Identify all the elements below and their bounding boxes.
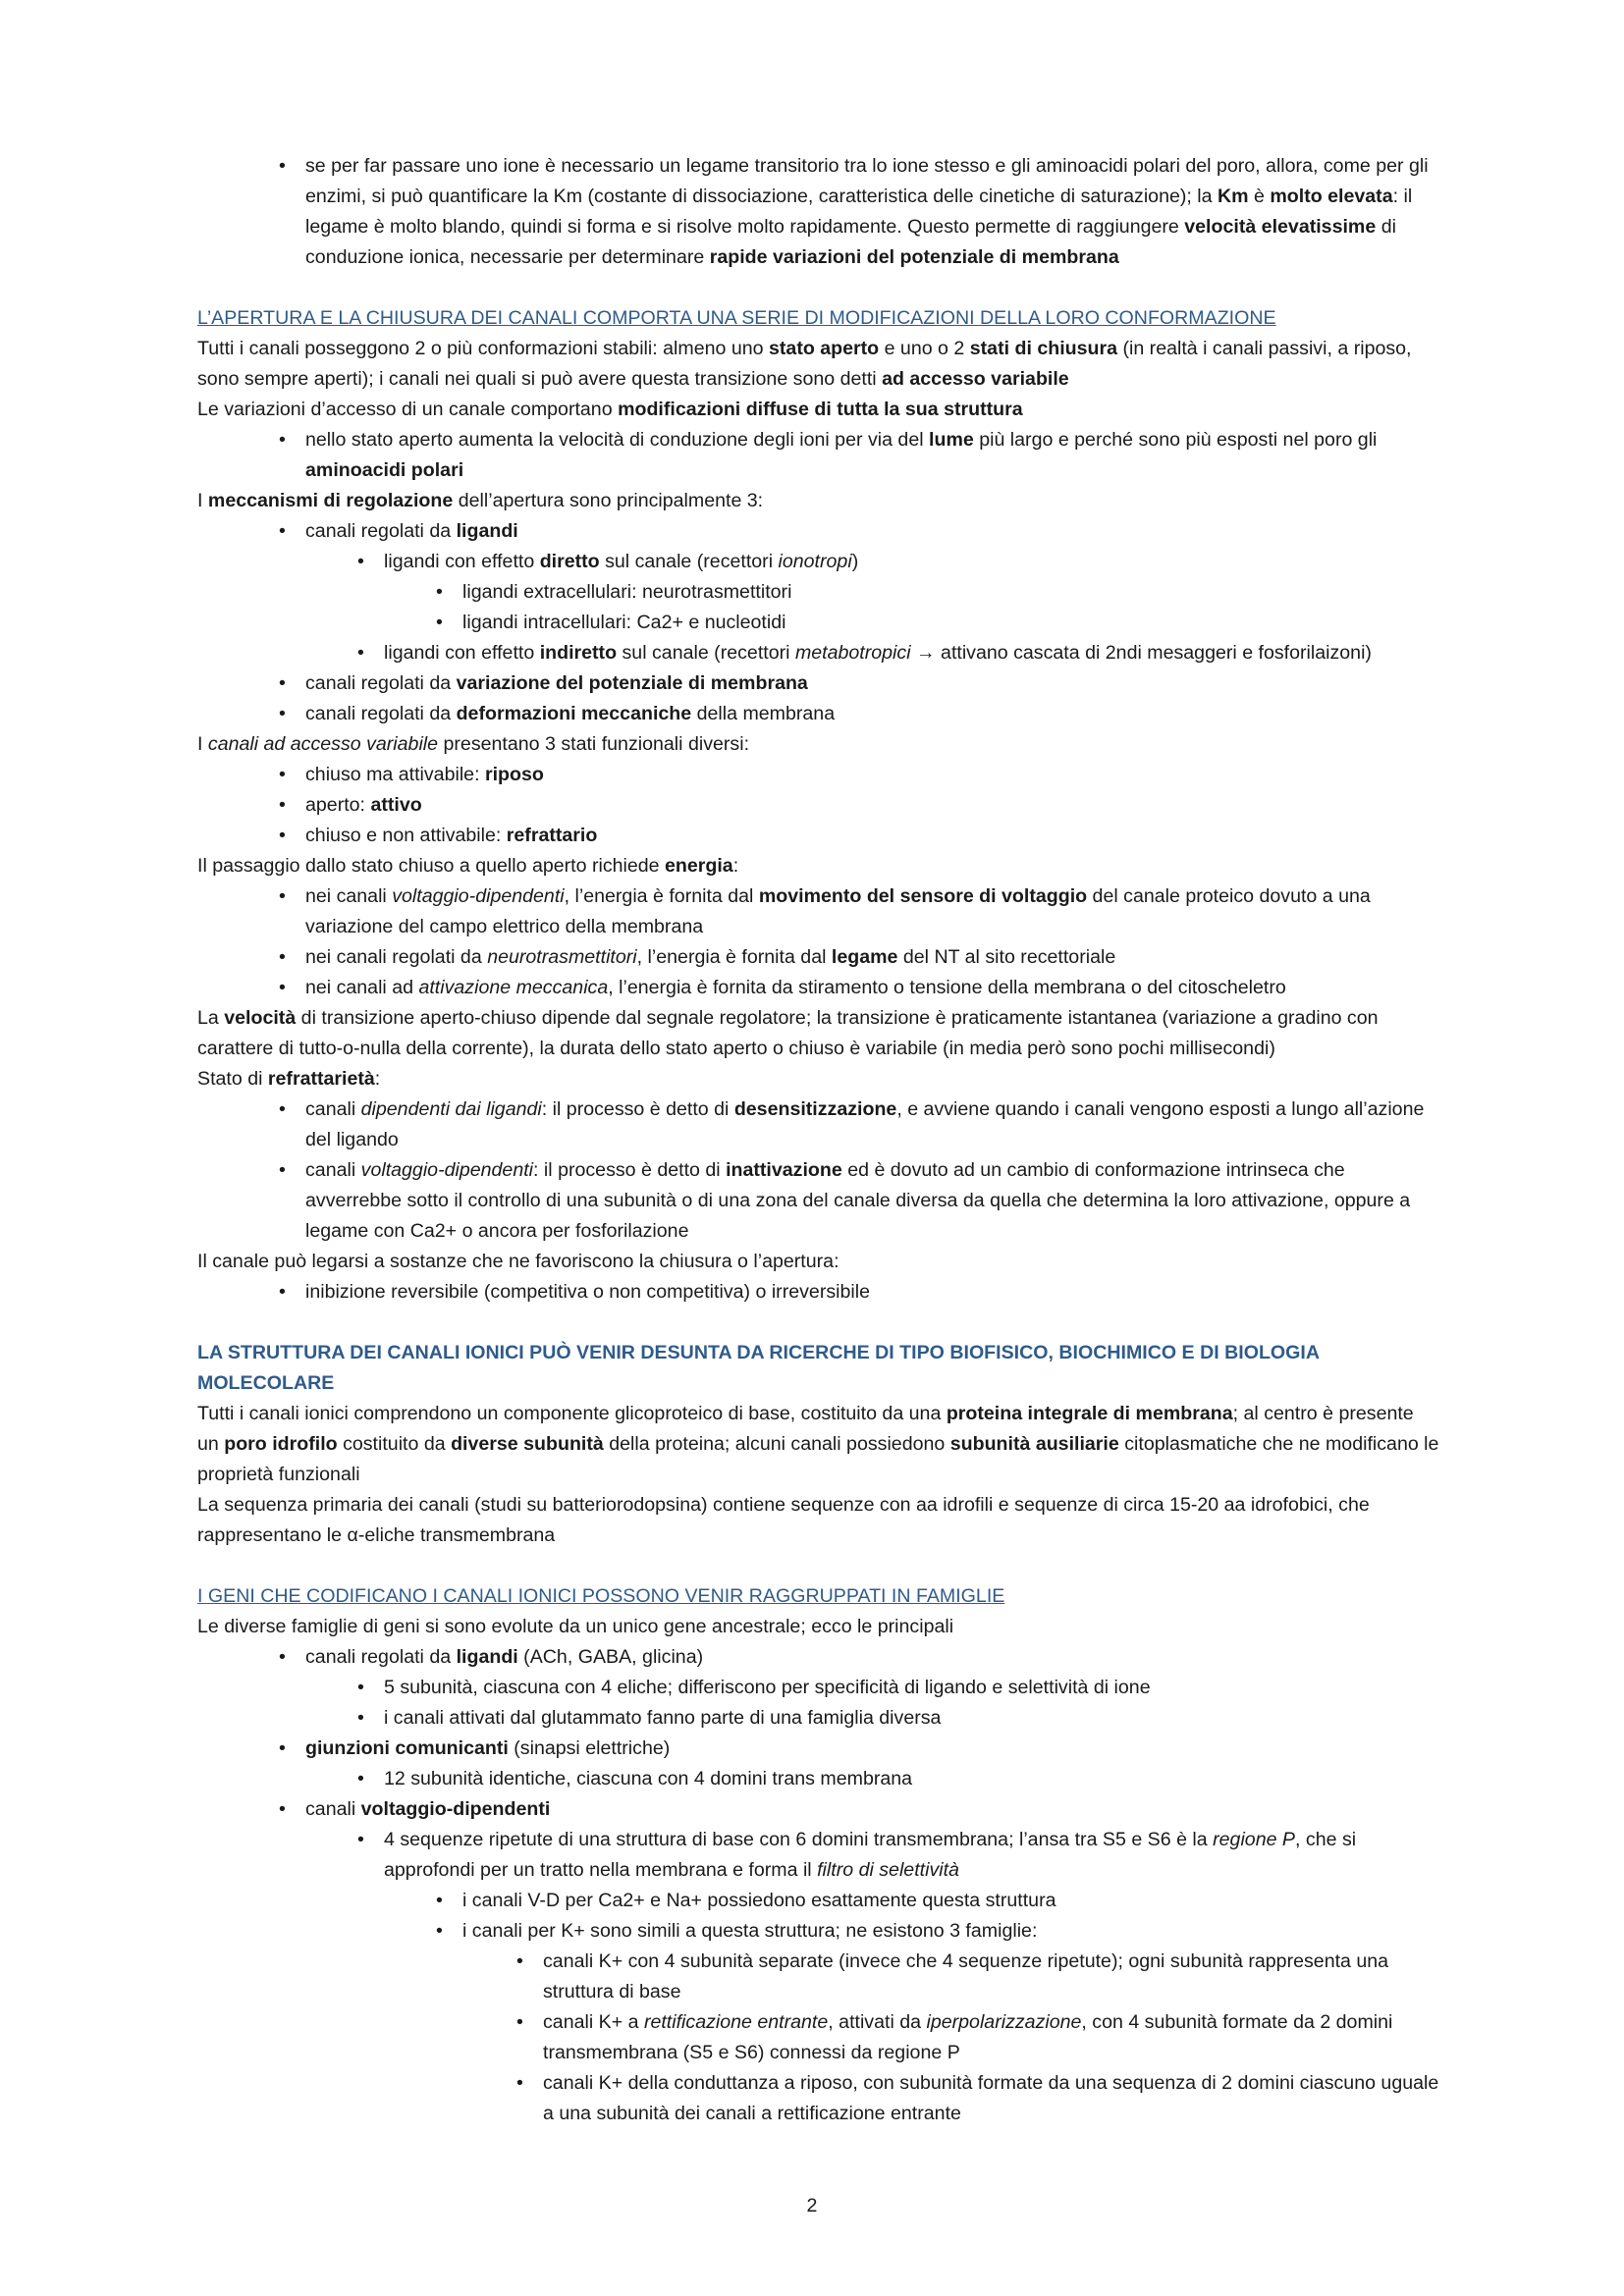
text: (ACh, GABA, glicina) — [517, 1646, 704, 1668]
bold-text: stato aperto — [769, 338, 880, 359]
bold-text: ligandi — [456, 520, 518, 542]
text: ligandi con effetto — [384, 642, 540, 664]
italic-text: iperpolarizzazione — [926, 2011, 1082, 2033]
text: , attivati da — [828, 2011, 927, 2033]
paragraph — [197, 1003, 1439, 1064]
italic-text: canali ad accesso variabile — [207, 733, 439, 755]
text: nei canali regolati da — [305, 946, 488, 968]
text: canali regolati da — [305, 703, 457, 724]
bullet-meccaniche — [197, 699, 1439, 729]
text: La — [197, 1007, 225, 1029]
bullet-energy-voltaggio — [197, 881, 1439, 942]
bold-text: ligandi — [456, 1646, 518, 1668]
italic-text: voltaggio-dipendenti — [392, 885, 565, 907]
bullet-k-riposo: • canali K+ della conduttanza a riposo, con subunità formate da una sequenza di 2 domini ciascuno uguale a una subunità dei canali a rettificazione entrante — [197, 2068, 1439, 2129]
text: Tutti i canali posseggono 2 o più conformazioni stabili: almeno uno — [197, 338, 769, 359]
text: nello stato aperto aumenta la velocità di conduzione degli ioni per via del — [305, 429, 930, 451]
text: canali — [305, 1798, 361, 1820]
bold-text: rapide variazioni del potenziale di membrana — [709, 246, 1119, 268]
bold-text: proteina integrale di membrana — [946, 1403, 1233, 1424]
text: è — [1248, 186, 1271, 207]
paragraph — [197, 1064, 1439, 1095]
text: aperto: — [305, 794, 371, 816]
text: chiuso ma attivabile: — [305, 764, 485, 785]
bullet-energy-meccanica — [197, 973, 1439, 1003]
italic-text: attivazione meccanica — [418, 977, 609, 998]
text: nei canali — [305, 885, 393, 907]
section-heading-struttura: LA STRUTTURA DEI CANALI IONICI PUÒ VENIR DESUNTA DA RICERCHE DI TIPO BIOFISICO, BIOCHIMICO E DI BIOLOGIA MOLECOLARE — [197, 1342, 1320, 1394]
bullet-inattivazione — [197, 1155, 1439, 1247]
page-number: 2 — [806, 2195, 818, 2216]
bold-text: velocità elevatissime — [1184, 216, 1377, 238]
text: chiuso e non attivabile: — [305, 825, 507, 846]
bullet-canali-k: • i canali per K+ sono simili a questa struttura; ne esistono 3 famiglie: — [197, 1916, 1439, 1947]
text: Le variazioni d’accesso di un canale comportano — [197, 399, 619, 420]
page-content — [197, 151, 1439, 2129]
italic-text: ionotropi — [778, 551, 852, 572]
bullet-5-subunita: • 5 subunità, ciascuna con 4 eliche; differiscono per specificità di ligando e selettività di ione — [197, 1673, 1439, 1703]
text: dell’apertura sono principalmente 3: — [453, 490, 764, 511]
italic-text: rettificazione entrante — [643, 2011, 829, 2033]
bullet-refrattario — [197, 821, 1439, 851]
paragraph — [197, 1399, 1439, 1490]
bold-text: voltaggio-dipendenti — [360, 1798, 551, 1820]
bold-text: velocità — [224, 1007, 297, 1029]
text: : — [374, 1068, 381, 1090]
text: sul canale (recettori — [617, 642, 795, 664]
italic-text: dipendenti dai ligandi — [360, 1098, 542, 1120]
bullet-km — [197, 151, 1439, 273]
bold-text: molto elevata — [1270, 186, 1393, 207]
text: della proteina; alcuni canali possiedono — [603, 1433, 950, 1455]
bullet-ligandi — [197, 516, 1439, 547]
bold-text: refrattarietà — [267, 1068, 375, 1090]
text: , che si approfondi per un tratto nella membrana e forma il — [384, 1829, 1357, 1881]
bold-text: modificazioni diffuse di tutta la sua struttura — [618, 399, 1023, 420]
bold-text: lume — [929, 429, 974, 451]
text: costituito da — [337, 1433, 452, 1455]
bullet-k-rettificazione — [197, 2007, 1439, 2068]
text: di transizione aperto-chiuso dipende dal segnale regolatore; la transizione è praticamente istantanea (variazione a gradino con carattere di tutto-o-nulla della corrente), la durata dello stato aperto o chiuso è variabile (in media però sono pochi millisecondi) — [197, 1007, 1379, 1059]
text: nei canali ad — [305, 977, 419, 998]
section-heading-geni: I GENI CHE CODIFICANO I CANALI IONICI POSSONO VENIR RAGGRUPPATI IN FAMIGLIE — [197, 1585, 1005, 1607]
bullet-desensitizzazione — [197, 1095, 1439, 1155]
text: ed è dovuto ad un cambio di conformazione intrinseca che avverrebbe sotto il controllo di una subunità o di una zona del canale diversa da quella che determina la loro attivazione, oppure a legame con Ca2+ o ancora per fosforilazione — [305, 1159, 1411, 1242]
text: ligandi con effetto — [384, 551, 540, 572]
bold-text: stati di chiusura — [969, 338, 1118, 359]
paragraph — [197, 486, 1439, 516]
bullet-extracellulari: • ligandi extracellulari: neurotrasmettitori — [197, 577, 1439, 608]
text: 4 sequenze ripetute di una struttura di base con 6 domini transmembrana; l’ansa tra S5 e S6 è la — [384, 1829, 1214, 1850]
text: canali regolati da — [305, 672, 457, 694]
text: canali — [305, 1159, 361, 1181]
bullet-vd-ca-na: • i canali V-D per Ca2+ e Na+ possiedono esattamente questa struttura — [197, 1886, 1439, 1916]
italic-text: neurotrasmettitori — [487, 946, 637, 968]
italic-text: metabotropici — [794, 642, 911, 664]
bold-text: energia — [665, 855, 733, 877]
text: , l’energia è fornita dal — [636, 946, 832, 968]
bold-text: giunzioni comunicanti — [305, 1737, 509, 1759]
italic-text: voltaggio-dipendenti — [360, 1159, 534, 1181]
text: citoplasmatiche che ne modificano le proprietà funzionali — [197, 1433, 1439, 1485]
bold-text: inattivazione — [726, 1159, 842, 1181]
bullet-12-subunita: • 12 subunità identiche, ciascuna con 4 domini trans membrana — [197, 1764, 1439, 1794]
text: Stato di — [197, 1068, 268, 1090]
bold-text: ad accesso variabile — [882, 368, 1069, 390]
bullet-glutammato: • i canali attivati dal glutammato fanno parte di una famiglia diversa — [197, 1703, 1439, 1734]
text: di conduzione ionica, necessarie per determinare — [305, 216, 1396, 268]
text: ; al centro è presente un — [197, 1403, 1414, 1455]
paragraph: Il canale può legarsi a sostanze che ne favoriscono la chiusura o l’apertura: — [197, 1251, 839, 1272]
text: : il processo è detto di — [541, 1098, 734, 1120]
text: canali regolati da — [305, 520, 457, 542]
bold-text: movimento del sensore di voltaggio — [758, 885, 1088, 907]
text: : il processo è detto di — [533, 1159, 727, 1181]
bullet-4-sequenze — [197, 1825, 1439, 1886]
bold-text: meccanismi di regolazione — [207, 490, 454, 511]
text: se per far passare uno ione è necessario un legame transitorio tra lo ione stesso e gli aminoacidi polari del poro, allora, come per gli enzimi, si può quantificare la Km (costante di dissociazione, caratteristica delle cinetiche di saturazione); la — [305, 155, 1429, 207]
text: presentano 3 stati funzionali diversi: — [438, 733, 750, 755]
text: , e avviene quando i canali vengono esposti a lungo all’azione del ligando — [305, 1098, 1425, 1150]
paragraph — [197, 729, 1439, 760]
bold-text: diverse subunità — [451, 1433, 604, 1455]
text: della membrana — [691, 703, 836, 724]
text: canali K+ a — [543, 2011, 644, 2033]
bullet-attivo — [197, 790, 1439, 821]
bullet-ligandi-diretto — [197, 547, 1439, 577]
bold-text: deformazioni meccaniche — [456, 703, 692, 724]
paragraph: La sequenza primaria dei canali (studi su batteriorodopsina) contiene sequenze con aa idrofili e sequenze di circa 15-20 aa idrofobici, che rappresentano le α-eliche transmembrana — [197, 1494, 1370, 1546]
text: I — [197, 490, 208, 511]
section-heading-apertura: L’APERTURA E LA CHIUSURA DEI CANALI COMPORTA UNA SERIE DI MODIFICAZIONI DELLA LORO CONFORMAZIONE — [197, 307, 1276, 329]
bold-text: poro idrofilo — [224, 1433, 338, 1455]
bold-text: subunità ausiliarie — [949, 1433, 1119, 1455]
text: del NT al sito recettoriale — [897, 946, 1116, 968]
text: , l’energia è fornita dal — [564, 885, 759, 907]
bullet-riposo — [197, 760, 1439, 790]
bold-text: refrattario — [506, 825, 598, 846]
bold-text: indiretto — [539, 642, 618, 664]
text: (sinapsi elettriche) — [508, 1737, 671, 1759]
text: e uno o 2 — [879, 338, 970, 359]
text: → attivano cascata di 2ndi mesaggeri e fosforilaizoni) — [910, 642, 1372, 664]
text: ) — [851, 551, 859, 572]
paragraph — [197, 334, 1439, 395]
bullet-lume — [197, 425, 1439, 486]
text: Il passaggio dallo stato chiuso a quello aperto richiede — [197, 855, 665, 877]
text: , l’energia è fornita da stiramento o tensione della membrana o del citoscheletro — [608, 977, 1286, 998]
bold-text: attivo — [370, 794, 422, 816]
bullet-fam-ligandi — [197, 1642, 1439, 1673]
italic-text: regione P — [1213, 1829, 1296, 1850]
paragraph — [197, 851, 1439, 881]
bullet-ligandi-indiretto — [197, 638, 1439, 668]
text: canali — [305, 1098, 361, 1120]
paragraph: Le diverse famiglie di geni si sono evolute da un unico gene ancestrale; ecco le principali — [197, 1616, 954, 1637]
text: I — [197, 733, 208, 755]
bold-text: aminoacidi polari — [305, 459, 464, 481]
text: : il legame è molto blando, quindi si forma e si risolve molto rapidamente. Questo permette di raggiungere — [305, 186, 1413, 238]
text: , con 4 subunità formate da 2 domini transmembrana (S5 e S6) connessi da regione P — [543, 2011, 1393, 2063]
bold-text: Km — [1217, 186, 1249, 207]
bullet-potenziale — [197, 668, 1439, 699]
bold-text: legame — [831, 946, 898, 968]
bullet-intracellulari: • ligandi intracellulari: Ca2+ e nucleotidi — [197, 608, 1439, 638]
bold-text: riposo — [484, 764, 544, 785]
bullet-inibizione: • inibizione reversibile (competitiva o non competitiva) o irreversibile — [197, 1277, 1439, 1308]
bold-text: diretto — [539, 551, 600, 572]
text: canali regolati da — [305, 1646, 457, 1668]
italic-text: filtro di selettività — [817, 1859, 959, 1881]
bullet-fam-voltaggio — [197, 1794, 1439, 1825]
text: (in realtà i canali passivi, a riposo, sono sempre aperti); i canali nei quali si può avere questa transizione sono detti — [197, 338, 1412, 390]
text: sul canale (recettori — [599, 551, 779, 572]
text: più largo e perché sono più esposti nel poro gli — [973, 429, 1378, 451]
bullet-energy-nt — [197, 942, 1439, 973]
bold-text: variazione del potenziale di membrana — [456, 672, 808, 694]
text: : — [732, 855, 739, 877]
text: del canale proteico dovuto a una variazione del campo elettrico della membrana — [305, 885, 1371, 937]
text: Tutti i canali ionici comprendono un componente glicoproteico di base, costituito da una — [197, 1403, 947, 1424]
bold-text: desensitizzazione — [733, 1098, 897, 1120]
bullet-giunzioni — [197, 1734, 1439, 1764]
paragraph — [197, 395, 1439, 425]
bullet-k-separate: • canali K+ con 4 subunità separate (invece che 4 sequenze ripetute); ogni subunità rappresenta una struttura di base — [197, 1947, 1439, 2007]
